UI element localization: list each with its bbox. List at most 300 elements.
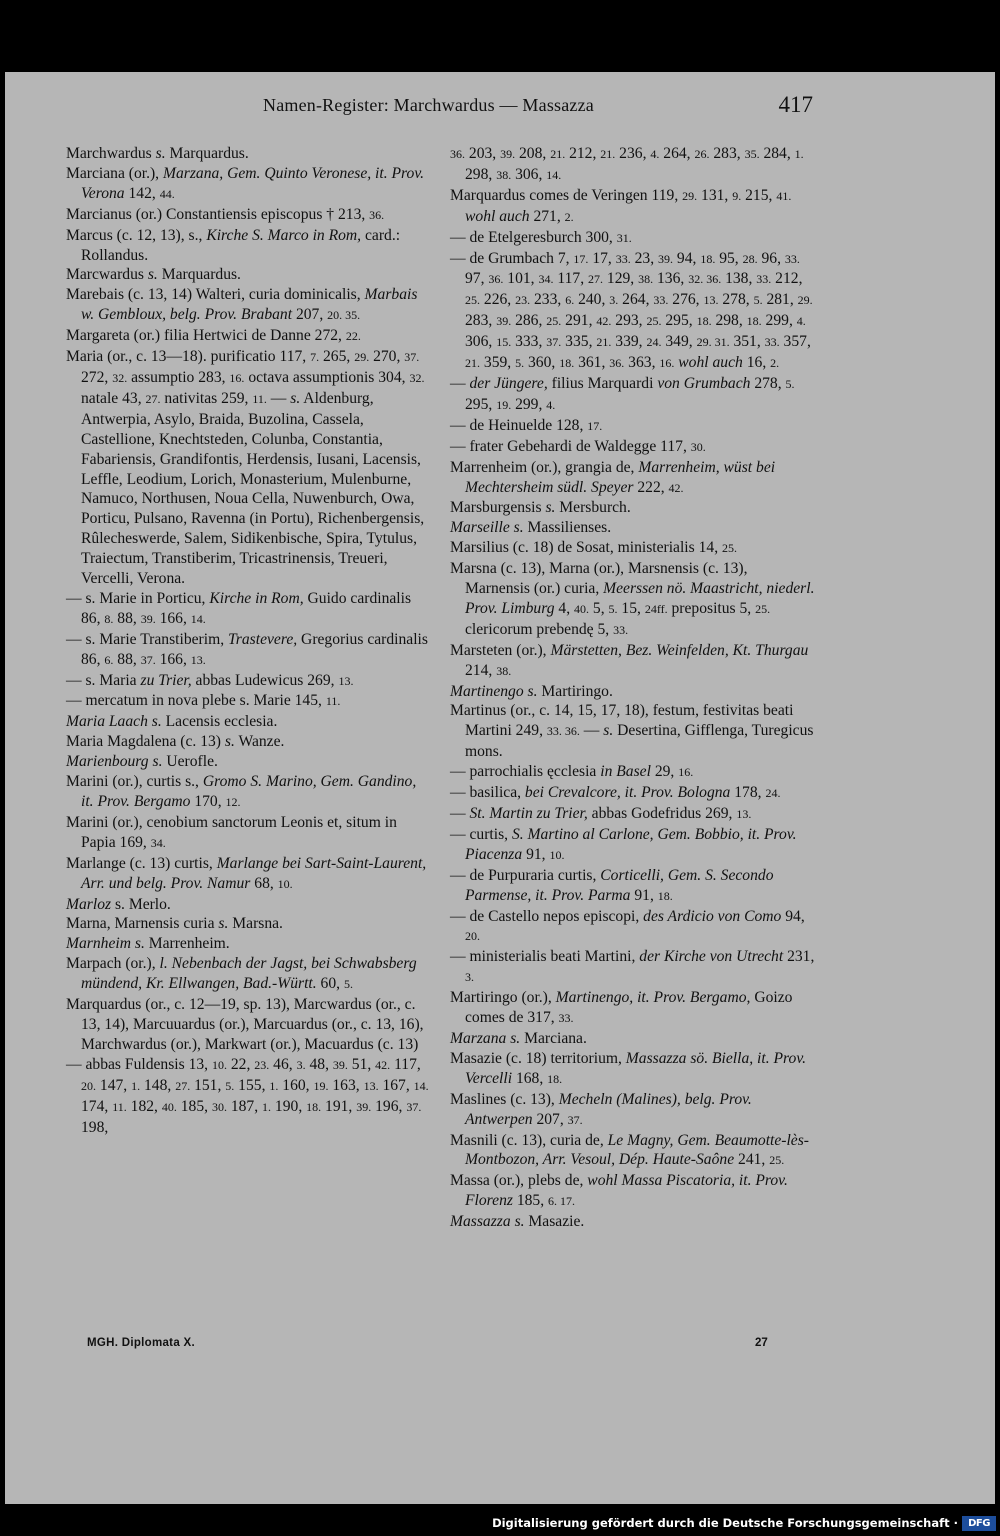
entry-text: 196, xyxy=(371,1097,407,1115)
index-entry xyxy=(450,498,815,518)
index-entry xyxy=(450,701,815,762)
entry-text: 264, xyxy=(618,291,654,309)
entry-text: — de Purpuraria curtis, xyxy=(450,866,601,884)
entry-text: 91, xyxy=(630,886,658,904)
entry-text: 2. xyxy=(770,356,780,371)
entry-text: 207, xyxy=(532,1110,568,1128)
entry-text: Marseille xyxy=(450,519,510,537)
entry-text: Marsna. xyxy=(228,915,283,933)
footer-signature: 27 xyxy=(755,1337,768,1349)
entry-text: 21. xyxy=(596,335,612,350)
entry-text: — parrochialis ęcclesia xyxy=(450,763,601,781)
entry-text: 88, xyxy=(113,650,141,668)
entry-text: 283, xyxy=(465,312,497,330)
entry-text: 91, xyxy=(522,845,550,863)
entry-text: Uerofle. xyxy=(162,753,218,771)
entry-text: 295, xyxy=(465,395,497,413)
entry-text: 3. xyxy=(465,970,474,985)
index-entry xyxy=(450,249,815,374)
entry-text: 36. xyxy=(488,272,504,287)
entry-text: 349, xyxy=(661,333,697,351)
entry-text: Wanze. xyxy=(234,733,285,751)
index-entry xyxy=(450,186,815,228)
index-entry xyxy=(66,732,431,752)
running-title: Namen-Register: Marchwardus — Massazza xyxy=(263,95,594,115)
entry-text: 94, xyxy=(781,907,805,925)
entry-text: Masazie (c. 18) territorium, xyxy=(450,1049,626,1067)
index-entry xyxy=(66,691,431,712)
entry-text: 4, xyxy=(554,599,575,617)
entry-text: 16. xyxy=(659,356,675,371)
entry-text: 42. xyxy=(375,1057,391,1072)
entry-text: s. xyxy=(514,1213,525,1231)
entry-text: Marini (or.), cenobium sanctorum Leonis et, situm in Papia 169, xyxy=(66,813,397,851)
entry-text: 236, xyxy=(615,145,651,162)
entry-text: 1. xyxy=(262,1099,272,1114)
entry-text: Martiringo. xyxy=(537,682,613,700)
entry-text: 48, xyxy=(305,1055,333,1073)
index-entry xyxy=(66,772,431,813)
index-entry xyxy=(450,458,815,499)
entry-text: Mecheln (Malines), belg. Prov. Antwerpen xyxy=(465,1090,752,1128)
index-entry xyxy=(66,630,431,671)
entry-text: Marcus (c. 12, 13), s., xyxy=(66,226,207,244)
entry-text: — xyxy=(579,722,604,740)
entry-text: 21. xyxy=(550,147,566,161)
entry-text: 37. xyxy=(404,350,420,365)
entry-text: 33. xyxy=(558,1011,574,1026)
entry-text: s. xyxy=(152,753,163,771)
entry-text: s. xyxy=(218,915,229,933)
entry-text: 42. xyxy=(596,314,612,329)
entry-text: 21. xyxy=(465,356,480,371)
entry-text: Gregorius cardinalis 86, xyxy=(81,630,428,668)
entry-text: der Jüngere, xyxy=(469,374,548,392)
entry-text: 12. xyxy=(225,795,241,809)
entry-text: Marciana. xyxy=(520,1029,587,1047)
entry-text: 24ff. xyxy=(644,601,668,616)
entry-text: 35. xyxy=(744,147,760,161)
entry-text: 33. xyxy=(784,251,800,266)
entry-text: Marquardus (or., c. 12—19, sp. 13), Marcwardus (or., c. 13, 14), Marcuuardus (or.), Marcuardus (or., c. 13, 16), Marchwardus (or.), Markwart (or.), Macuardus (c. 13) xyxy=(66,996,424,1053)
page-number: 417 xyxy=(778,92,813,117)
entry-text: 299, xyxy=(511,395,547,413)
entry-text: assumptio 283, xyxy=(127,368,230,386)
entry-text: 33. xyxy=(764,335,780,350)
entry-text: 207, xyxy=(292,306,328,324)
entry-text: 29. xyxy=(797,293,813,308)
entry-text: 19. xyxy=(313,1078,329,1093)
entry-text: 46, xyxy=(269,1055,297,1073)
entry-text: 271, xyxy=(529,207,565,225)
entry-text: 357, xyxy=(779,333,811,351)
entry-text: 27. xyxy=(588,272,603,287)
entry-text: 34. xyxy=(150,835,166,850)
entry-text: 5. xyxy=(753,293,763,308)
footer-series-title: MGH. Diplomata X. xyxy=(87,1337,195,1349)
entry-text: Meerssen nö. Maastricht, niederl. Prov. Limburg xyxy=(465,580,815,617)
entry-text: 37. xyxy=(406,1099,422,1114)
entry-text: 5. xyxy=(225,1078,235,1093)
entry-text: 9. xyxy=(732,188,742,203)
entry-text: — basilica, xyxy=(450,784,525,802)
index-entry xyxy=(450,518,815,538)
entry-text: 38. xyxy=(496,167,512,182)
entry-text: 13. xyxy=(190,652,206,667)
entry-text: Marsteten (or.), xyxy=(450,641,551,659)
index-entry xyxy=(66,854,431,895)
entry-text: Marcwardus xyxy=(66,266,148,284)
index-entry xyxy=(66,1055,431,1138)
entry-text: 29, xyxy=(650,763,679,781)
entry-text: s. Merlo. xyxy=(111,895,171,913)
entry-text: 16, xyxy=(742,354,771,372)
entry-text: 33. xyxy=(653,293,669,308)
entry-text: 41. xyxy=(776,188,792,203)
entry-text: 1. xyxy=(131,1078,141,1093)
entry-text: Marquardus comes de Veringen 119, xyxy=(450,186,683,204)
index-entry xyxy=(450,825,815,866)
entry-text: 191, xyxy=(321,1097,357,1115)
entry-text: 160, xyxy=(278,1076,314,1094)
entry-text: s. xyxy=(513,519,524,537)
entry-text: 360, xyxy=(524,354,560,372)
entry-text: 32. xyxy=(409,370,425,385)
entry-text: 37. xyxy=(546,335,562,350)
index-entry xyxy=(450,641,815,682)
entry-text: 5. xyxy=(785,376,795,391)
entry-text: 21. xyxy=(600,147,616,161)
entry-text: 25. xyxy=(722,541,737,556)
entry-text: 167, xyxy=(378,1076,414,1094)
entry-text: Martinengo xyxy=(450,682,524,700)
entry-text: 44. xyxy=(159,186,175,201)
entry-text: Marquardus. xyxy=(157,266,241,284)
index-entry xyxy=(450,144,815,186)
entry-text: Martiringo (or.), xyxy=(450,989,556,1007)
entry-text: Massa (or.), plebs de, xyxy=(450,1172,588,1190)
entry-text: 11. xyxy=(112,1099,127,1114)
index-entry xyxy=(66,347,431,589)
entry-text: 30. xyxy=(690,439,706,454)
index-entry xyxy=(450,559,815,641)
entry-text: 23. xyxy=(254,1057,270,1072)
entry-text: 6. xyxy=(565,293,575,308)
entry-text: 231, xyxy=(783,948,815,966)
entry-text: 335, xyxy=(561,333,597,351)
entry-text: von Grumbach xyxy=(657,374,751,392)
entry-text: 170, xyxy=(190,793,226,810)
page-header xyxy=(5,92,995,122)
entry-text: zu Trier, xyxy=(140,671,192,689)
entry-text: 212, xyxy=(771,270,803,288)
entry-text: 178, xyxy=(730,784,766,802)
entry-text: 22, xyxy=(226,1055,255,1073)
entry-text: 31. xyxy=(616,230,632,245)
entry-text: 51, xyxy=(347,1055,376,1073)
entry-text: 13. xyxy=(703,293,719,308)
entry-text: nativitas 259, xyxy=(160,389,253,407)
entry-text: 33. xyxy=(756,272,772,287)
entry-text: 25. xyxy=(546,314,562,329)
entry-text: 37. xyxy=(140,652,156,667)
entry-text: 166, xyxy=(155,650,191,668)
entry-text: 129, xyxy=(603,270,639,288)
entry-text: prepositus 5, xyxy=(667,599,756,617)
entry-text: 10. xyxy=(211,1057,227,1072)
entry-text: 27. xyxy=(145,391,161,406)
entry-text: Le Magny, Gem. Beaumotte-lès-Montbozon, Arr. Vesoul, Dép. Haute-Saône xyxy=(465,1131,809,1169)
entry-text: 138, xyxy=(721,270,757,288)
entry-text: s. xyxy=(134,935,145,953)
entry-text: Maria Laach xyxy=(66,713,148,731)
entry-text: Marrenheim (or.), grangia de, xyxy=(450,458,639,476)
entry-text: 361, xyxy=(574,354,610,372)
entry-text: — mercatum in nova plebe s. Marie 145, xyxy=(66,692,326,710)
entry-text: Marcianus (or.) Constantiensis episcopus † 213, xyxy=(66,205,370,223)
entry-text: 339, xyxy=(611,333,647,351)
entry-text: 1. xyxy=(794,147,804,161)
entry-text: s. xyxy=(290,389,301,407)
entry-text: 3. xyxy=(609,293,619,308)
index-entry xyxy=(450,538,815,559)
entry-text: 18. xyxy=(657,888,673,903)
entry-text: 147, xyxy=(96,1076,132,1094)
entry-text: 25. xyxy=(755,601,771,616)
index-entry xyxy=(450,437,815,458)
entry-text: 117, xyxy=(553,270,588,288)
entry-text: Massilienses. xyxy=(523,519,612,537)
entry-text: s. xyxy=(151,713,162,731)
entry-text: 19. xyxy=(496,397,512,412)
index-entry xyxy=(450,1131,815,1172)
entry-text: 18. xyxy=(559,356,575,371)
entry-text: 36. xyxy=(609,356,625,371)
entry-text: 25. xyxy=(646,314,662,329)
entry-text: 142, xyxy=(124,184,160,202)
entry-text: 18. xyxy=(696,314,712,329)
entry-text: 5. xyxy=(343,977,353,992)
entry-text: Kirche S. Marco in Rom, xyxy=(206,226,362,244)
entry-text: 270, xyxy=(369,348,405,366)
entry-text: natale 43, xyxy=(81,389,146,407)
entry-text: 38. xyxy=(496,663,512,678)
entry-text: Massazza xyxy=(450,1213,511,1231)
entry-text: 295, xyxy=(661,312,697,330)
entry-text: — s. Marie Transtiberim, xyxy=(66,630,228,648)
entry-text: 351, xyxy=(729,333,765,351)
entry-text: Martinengo, it. Prov. Bergamo, xyxy=(555,989,751,1007)
entry-text: — xyxy=(450,374,470,392)
entry-text: — xyxy=(450,805,470,822)
index-entry xyxy=(450,374,815,416)
entry-text: 14. xyxy=(546,167,562,182)
entry-text: 291, xyxy=(561,312,597,330)
index-entry xyxy=(66,995,431,1055)
entry-text: 2. xyxy=(564,209,574,224)
entry-text: 151, xyxy=(190,1076,226,1094)
entry-text: 88, xyxy=(113,609,141,627)
index-column-left xyxy=(66,144,431,1137)
digitization-funding-note: Digitalisierung gefördert durch die Deutsche Forschungsgemeinschaft · xyxy=(492,1516,958,1530)
entry-text: 17, xyxy=(588,249,616,267)
entry-text: 241, xyxy=(734,1151,770,1169)
entry-text: in Basel xyxy=(600,763,651,781)
entry-text: Marrenheim. xyxy=(144,935,230,953)
index-entry xyxy=(66,671,431,692)
entry-text: Marquardus. xyxy=(165,145,249,162)
entry-text: 281, xyxy=(762,291,798,309)
entry-text: 40. xyxy=(161,1099,177,1114)
entry-text: 39. xyxy=(140,611,156,626)
entry-text: Marrenheim, wüst bei Mechtersheim südl. Speyer xyxy=(465,458,776,496)
entry-text: 214, xyxy=(465,661,497,679)
entry-text: 185, xyxy=(176,1097,212,1115)
entry-text: 27. xyxy=(175,1078,191,1093)
entry-text: 97, xyxy=(465,270,489,288)
entry-text: St. Martin zu Trier, xyxy=(469,805,588,822)
entry-text: 38. xyxy=(638,272,654,287)
entry-text: 4. xyxy=(650,147,660,161)
entry-text: 30. xyxy=(211,1099,227,1114)
index-entry xyxy=(450,1090,815,1131)
entry-text: Massazza sö. Biella, it. Prov. Vercelli xyxy=(465,1049,806,1087)
entry-text: 10. xyxy=(549,847,565,862)
entry-text: Mersburch. xyxy=(555,499,631,517)
entry-text: Marlange (c. 13) curtis, xyxy=(66,854,217,872)
entry-text: l. Nebenbach der Jagst, bei Schwabsberg mündend, Kr. Ellwangen, Bad.-Württ. xyxy=(81,955,417,993)
entry-text: abbas Godefridus 269, xyxy=(587,805,737,822)
entry-text: 359, xyxy=(480,354,516,372)
entry-text: 33. xyxy=(613,622,629,637)
entry-text: Marsna (c. 13), Marna (or.), Marsnensis (c. 13), Marnensis (or.) curia, xyxy=(450,560,748,598)
entry-text: 7. xyxy=(310,350,320,365)
entry-text: 208, xyxy=(515,145,551,162)
entry-text: — de Heinuelde 128, xyxy=(450,416,588,434)
entry-text: s. xyxy=(527,682,538,700)
entry-text: 37. xyxy=(567,1112,583,1127)
entry-text: 215, xyxy=(741,186,777,204)
entry-text: 148, xyxy=(140,1076,176,1094)
entry-text: 278, xyxy=(750,374,786,392)
entry-text: s. xyxy=(510,1029,521,1047)
index-entry xyxy=(66,205,431,226)
entry-text: 39. xyxy=(658,251,674,266)
entry-text: 333, xyxy=(511,333,547,351)
entry-text: 29. xyxy=(354,350,370,365)
entry-text: — frater Gebehardi de Waldegge 117, xyxy=(450,437,691,455)
entry-text: s. xyxy=(147,266,158,284)
scanned-page xyxy=(5,72,995,1504)
entry-text: 284, xyxy=(759,145,795,162)
entry-text: Trastevere, xyxy=(228,630,298,648)
entry-text: — s. Marie in Porticu, xyxy=(66,589,210,607)
entry-text: s. xyxy=(545,499,556,517)
entry-text: — s. Maria xyxy=(66,671,141,689)
entry-text: card.: Rollandus. xyxy=(81,226,401,264)
entry-text: 276, xyxy=(668,291,704,309)
entry-text: 23, xyxy=(630,249,659,267)
entry-text: 32. xyxy=(112,370,128,385)
index-entry xyxy=(66,914,431,934)
entry-text: 190, xyxy=(271,1097,307,1115)
entry-text: — curtis, xyxy=(450,825,512,843)
entry-text: 4. xyxy=(796,314,806,329)
index-entry xyxy=(66,326,431,347)
entry-text: 306, xyxy=(465,333,497,351)
entry-text: 222, xyxy=(633,478,669,496)
entry-text: 5. xyxy=(515,356,525,371)
entry-text: 22. xyxy=(345,329,361,344)
entry-text: 166, xyxy=(155,609,191,627)
entry-text: — de Etelgeresburch 300, xyxy=(450,228,617,246)
entry-text: 17. xyxy=(573,251,589,266)
entry-text: 95, xyxy=(715,249,743,267)
entry-text: 11. xyxy=(252,391,267,406)
entry-text: Goizo comes de 317, xyxy=(465,989,793,1027)
entry-text: 39. xyxy=(356,1099,372,1114)
entry-text: 15. xyxy=(496,335,512,350)
index-entry xyxy=(66,226,431,266)
entry-text: 26. xyxy=(694,147,710,161)
entry-text: der Kirche von Utrecht xyxy=(639,948,784,966)
entry-text: 40. xyxy=(574,601,590,616)
entry-text: Marlange bei Sart-Saint-Laurent, Arr. und belg. Prov. Namur xyxy=(81,854,427,892)
entry-text: 168, xyxy=(512,1069,548,1087)
entry-text: 18. xyxy=(700,251,716,266)
index-entry xyxy=(450,762,815,783)
entry-text: 174, xyxy=(81,1097,113,1115)
entry-text: 23. xyxy=(515,293,531,308)
index-entry xyxy=(450,804,815,825)
index-entry xyxy=(450,416,815,437)
index-entry xyxy=(450,682,815,702)
entry-text: Marciana (or.), xyxy=(66,164,163,182)
index-entry xyxy=(450,1049,815,1090)
entry-text: Marpach (or.), xyxy=(66,955,160,973)
entry-text: Lacensis ecclesia. xyxy=(161,713,278,731)
entry-text: 28. xyxy=(742,251,758,266)
entry-text: clericorum prebendę 5, xyxy=(465,620,614,638)
entry-text: Marsilius (c. 18) de Sosat, ministerialis 14, xyxy=(450,539,722,557)
entry-text: wohl auch xyxy=(465,207,530,225)
index-column-right xyxy=(450,144,815,1232)
entry-text: 20. 35. xyxy=(327,308,361,323)
entry-text: Margareta (or.) filia Hertwici de Danne 272, xyxy=(66,327,346,345)
entry-text: filius Marquardi xyxy=(547,374,658,392)
entry-text: 34. xyxy=(538,272,554,287)
entry-text: 39. xyxy=(496,314,512,329)
entry-text: 264, xyxy=(659,145,695,162)
entry-text: Marnheim xyxy=(66,935,131,953)
entry-text: wohl Massa Piscatoria, it. Prov. Florenz xyxy=(465,1172,788,1210)
entry-text: 286, xyxy=(511,312,547,330)
index-entry xyxy=(450,1212,815,1232)
entry-text: Aldenburg, Antwerpia, Asylo, Braida, Buzolina, Cassela, Castellione, Knechtsteden, Colunba, Constantia, Fabariensis, Grandifontis, Herdensis, Iusani, Lacensis, Leffle, Leodium, Lorich, Monasterium, Mulenburne, Namuco, Northusen, Noua Cella, Nuwenburch, Owa, Porticu, Pulsano, Ravenna (in Portu), Richenbergensis, Rûlecheswerde, Salem, Sidikenbische, Spira, Tytulus, Traiectum, Transtiberim, Tricastrinensis, Treueri, Vercelli, Verona. xyxy=(81,389,425,588)
entry-text: 17. xyxy=(587,418,603,433)
entry-text: bei Crevalcore, it. Prov. Bologna xyxy=(524,784,731,802)
entry-text: 5. xyxy=(608,601,618,616)
entry-text: Martinus (or., c. 14, 15, 17, 18), festum, festivitas beati Martini 249, xyxy=(450,702,794,740)
entry-text: 131, xyxy=(697,186,733,204)
entry-text: 182, xyxy=(126,1097,162,1115)
entry-text: Maslines (c. 13), xyxy=(450,1090,559,1108)
entry-text: s. xyxy=(224,733,235,751)
index-entry xyxy=(450,907,815,948)
entry-text: Guido cardinalis 86, xyxy=(81,589,412,627)
entry-text: Marna, Marnensis curia xyxy=(66,915,219,933)
entry-text: 278, xyxy=(718,291,754,309)
